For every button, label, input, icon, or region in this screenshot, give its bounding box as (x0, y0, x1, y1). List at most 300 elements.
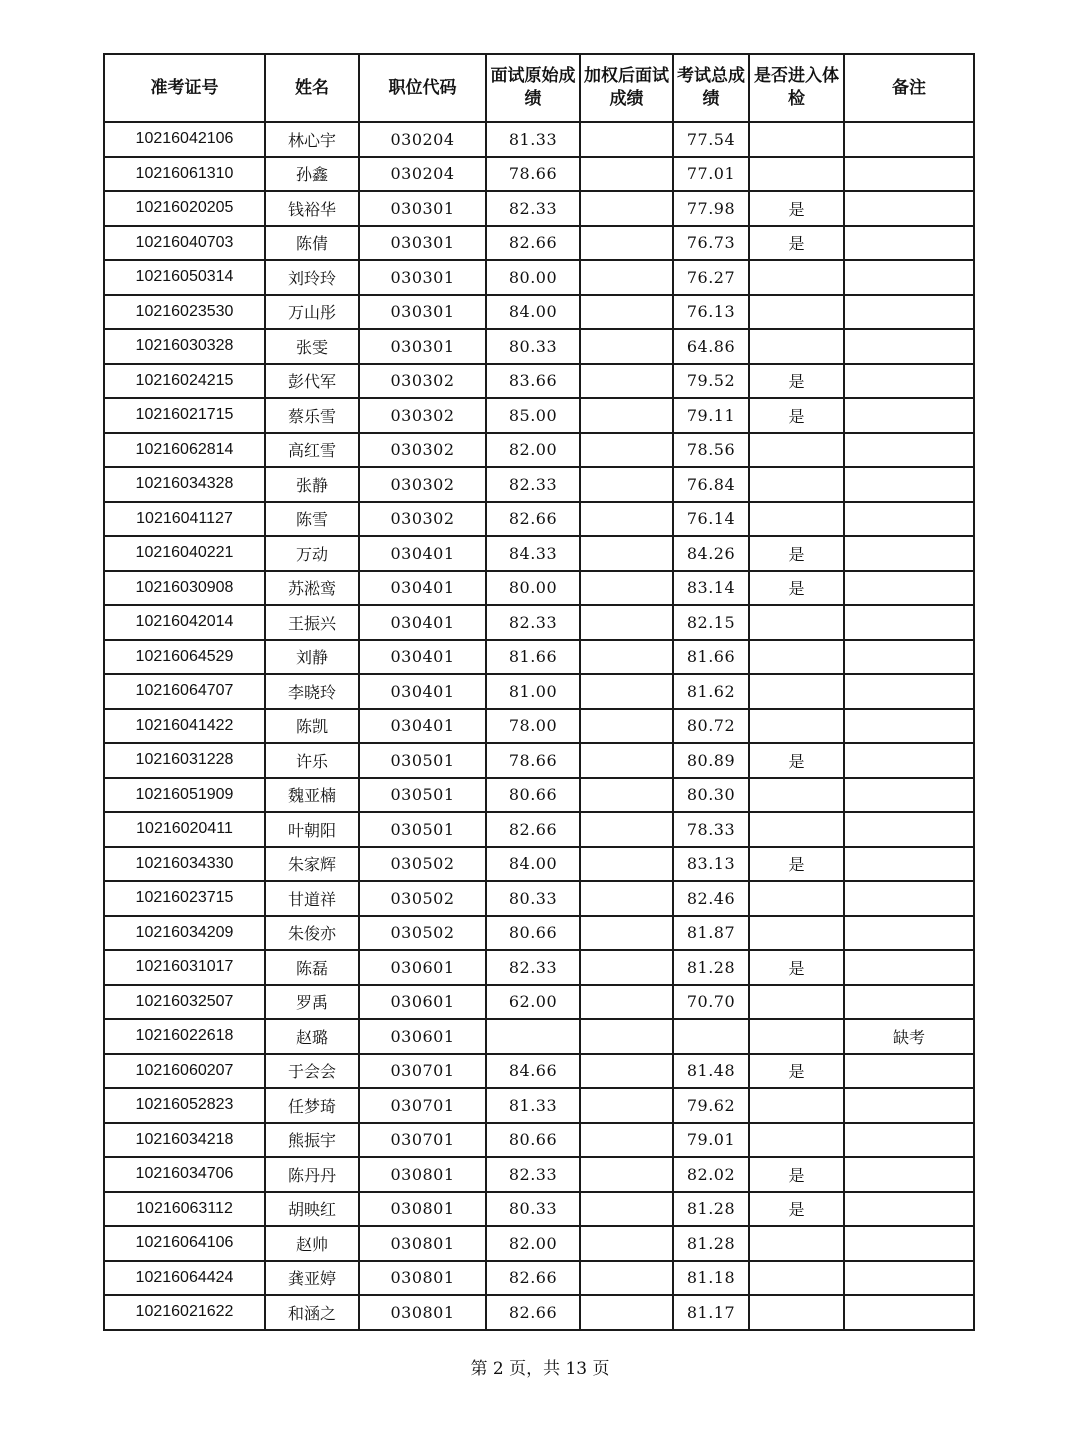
cell-physical-exam (749, 122, 844, 157)
cell-interview-raw: 80.33 (486, 881, 580, 916)
cell-remarks (844, 881, 974, 916)
cell-position-code: 030601 (359, 950, 486, 985)
cell-interview-raw: 84.00 (486, 295, 580, 330)
cell-physical-exam (749, 640, 844, 675)
cell-physical-exam (749, 260, 844, 295)
cell-physical-exam (749, 881, 844, 916)
cell-remarks (844, 191, 974, 226)
cell-exam-id: 10216050314 (104, 260, 265, 295)
cell-total-score: 79.62 (673, 1088, 749, 1123)
cell-remarks (844, 226, 974, 261)
cell-total-score: 81.28 (673, 1226, 749, 1261)
cell-interview-raw: 84.66 (486, 1054, 580, 1089)
cell-interview-raw: 81.33 (486, 1088, 580, 1123)
cell-interview-weighted (580, 329, 673, 364)
cell-interview-raw: 84.00 (486, 847, 580, 882)
cell-interview-raw: 82.66 (486, 1261, 580, 1296)
cell-remarks (844, 743, 974, 778)
cell-interview-raw: 83.66 (486, 364, 580, 399)
header-physical-exam: 是否进入体检 (749, 54, 844, 122)
cell-name: 甘道祥 (265, 881, 359, 916)
cell-position-code: 030801 (359, 1295, 486, 1330)
cell-interview-raw: 85.00 (486, 398, 580, 433)
score-table (103, 53, 975, 1331)
cell-name: 陈磊 (265, 950, 359, 985)
cell-total-score: 81.66 (673, 640, 749, 675)
cell-interview-raw: 80.66 (486, 1123, 580, 1158)
cell-exam-id: 10216022618 (104, 1019, 265, 1054)
cell-name: 万动 (265, 536, 359, 571)
cell-physical-exam: 是 (749, 1054, 844, 1089)
cell-name: 陈雪 (265, 502, 359, 537)
cell-position-code: 030204 (359, 122, 486, 157)
table-row (104, 985, 974, 1020)
header-interview-weighted: 加权后面试成绩 (580, 54, 673, 122)
cell-exam-id: 10216042106 (104, 122, 265, 157)
cell-name: 张静 (265, 467, 359, 502)
cell-physical-exam (749, 433, 844, 468)
cell-interview-raw: 82.00 (486, 433, 580, 468)
cell-interview-raw: 80.33 (486, 1192, 580, 1227)
cell-name: 林心宇 (265, 122, 359, 157)
cell-exam-id: 10216031228 (104, 743, 265, 778)
cell-remarks (844, 1123, 974, 1158)
cell-position-code: 030401 (359, 605, 486, 640)
table-row (104, 1226, 974, 1261)
cell-physical-exam (749, 916, 844, 951)
cell-interview-raw: 80.66 (486, 916, 580, 951)
cell-interview-raw: 82.00 (486, 1226, 580, 1261)
cell-interview-raw (486, 1019, 580, 1054)
header-name: 姓名 (265, 54, 359, 122)
cell-position-code: 030601 (359, 985, 486, 1020)
table-row (104, 467, 974, 502)
cell-remarks (844, 1192, 974, 1227)
cell-physical-exam (749, 1019, 844, 1054)
cell-total-score: 76.84 (673, 467, 749, 502)
cell-remarks (844, 295, 974, 330)
cell-interview-weighted (580, 536, 673, 571)
cell-total-score: 79.01 (673, 1123, 749, 1158)
cell-interview-weighted (580, 881, 673, 916)
cell-remarks (844, 536, 974, 571)
page-footer: 第 2 页，共 13 页 (470, 1359, 610, 1379)
cell-remarks: 缺考 (844, 1019, 974, 1054)
cell-total-score: 79.11 (673, 398, 749, 433)
cell-name: 朱家辉 (265, 847, 359, 882)
cell-physical-exam (749, 295, 844, 330)
cell-interview-weighted (580, 1261, 673, 1296)
cell-interview-raw: 80.00 (486, 571, 580, 606)
cell-interview-raw: 78.66 (486, 157, 580, 192)
cell-total-score: 76.13 (673, 295, 749, 330)
cell-total-score: 76.27 (673, 260, 749, 295)
cell-interview-weighted (580, 122, 673, 157)
cell-exam-id: 10216040221 (104, 536, 265, 571)
cell-remarks (844, 640, 974, 675)
cell-interview-raw: 80.00 (486, 260, 580, 295)
cell-position-code: 030301 (359, 329, 486, 364)
cell-interview-weighted (580, 157, 673, 192)
header-remarks: 备注 (844, 54, 974, 122)
cell-total-score: 81.28 (673, 950, 749, 985)
cell-remarks (844, 674, 974, 709)
cell-physical-exam (749, 812, 844, 847)
cell-interview-weighted (580, 674, 673, 709)
table-row (104, 640, 974, 675)
cell-position-code: 030302 (359, 433, 486, 468)
cell-remarks (844, 916, 974, 951)
cell-position-code: 030401 (359, 674, 486, 709)
cell-interview-weighted (580, 950, 673, 985)
cell-remarks (844, 709, 974, 744)
cell-interview-raw: 78.66 (486, 743, 580, 778)
cell-interview-weighted (580, 1192, 673, 1227)
cell-exam-id: 10216034209 (104, 916, 265, 951)
cell-remarks (844, 433, 974, 468)
cell-position-code: 030801 (359, 1261, 486, 1296)
cell-interview-weighted (580, 1157, 673, 1192)
cell-name: 孙鑫 (265, 157, 359, 192)
cell-physical-exam (749, 1088, 844, 1123)
cell-total-score: 80.30 (673, 778, 749, 813)
cell-remarks (844, 605, 974, 640)
cell-total-score: 77.01 (673, 157, 749, 192)
cell-exam-id: 10216041422 (104, 709, 265, 744)
cell-position-code: 030204 (359, 157, 486, 192)
cell-interview-weighted (580, 1295, 673, 1330)
cell-total-score: 76.73 (673, 226, 749, 261)
header-row (104, 54, 974, 122)
table-row (104, 881, 974, 916)
cell-physical-exam (749, 605, 844, 640)
cell-interview-weighted (580, 985, 673, 1020)
cell-interview-raw: 84.33 (486, 536, 580, 571)
cell-interview-weighted (580, 709, 673, 744)
cell-total-score: 81.17 (673, 1295, 749, 1330)
cell-total-score: 81.87 (673, 916, 749, 951)
cell-position-code: 030801 (359, 1157, 486, 1192)
cell-interview-raw: 82.33 (486, 1157, 580, 1192)
cell-name: 胡映红 (265, 1192, 359, 1227)
table-row (104, 191, 974, 226)
cell-physical-exam: 是 (749, 536, 844, 571)
cell-physical-exam: 是 (749, 1157, 844, 1192)
cell-position-code: 030501 (359, 743, 486, 778)
table-row (104, 260, 974, 295)
cell-exam-id: 10216062814 (104, 433, 265, 468)
table-row (104, 433, 974, 468)
cell-physical-exam: 是 (749, 743, 844, 778)
cell-interview-raw: 82.33 (486, 191, 580, 226)
table-row (104, 157, 974, 192)
cell-position-code: 030301 (359, 226, 486, 261)
cell-remarks (844, 1088, 974, 1123)
cell-interview-raw: 82.66 (486, 1295, 580, 1330)
cell-remarks (844, 778, 974, 813)
cell-exam-id: 10216061310 (104, 157, 265, 192)
table-row (104, 364, 974, 399)
cell-total-score: 83.14 (673, 571, 749, 606)
cell-total-score: 80.89 (673, 743, 749, 778)
cell-name: 叶朝阳 (265, 812, 359, 847)
cell-interview-weighted (580, 364, 673, 399)
cell-position-code: 030401 (359, 536, 486, 571)
cell-interview-weighted (580, 640, 673, 675)
cell-remarks (844, 985, 974, 1020)
cell-total-score: 78.33 (673, 812, 749, 847)
cell-physical-exam (749, 157, 844, 192)
cell-total-score: 77.54 (673, 122, 749, 157)
cell-physical-exam: 是 (749, 364, 844, 399)
cell-exam-id: 10216064707 (104, 674, 265, 709)
cell-interview-weighted (580, 1019, 673, 1054)
table-row (104, 1054, 974, 1089)
cell-position-code: 030502 (359, 881, 486, 916)
header-position-code: 职位代码 (359, 54, 486, 122)
cell-remarks (844, 571, 974, 606)
cell-physical-exam (749, 329, 844, 364)
cell-exam-id: 10216064529 (104, 640, 265, 675)
cell-exam-id: 10216021715 (104, 398, 265, 433)
cell-position-code: 030302 (359, 502, 486, 537)
table-row (104, 916, 974, 951)
cell-physical-exam (749, 467, 844, 502)
cell-total-score: 82.02 (673, 1157, 749, 1192)
cell-interview-raw: 81.00 (486, 674, 580, 709)
cell-position-code: 030501 (359, 812, 486, 847)
cell-interview-weighted (580, 847, 673, 882)
cell-total-score: 81.18 (673, 1261, 749, 1296)
table-row (104, 226, 974, 261)
cell-total-score: 70.70 (673, 985, 749, 1020)
cell-total-score: 64.86 (673, 329, 749, 364)
table-row (104, 1295, 974, 1330)
cell-position-code: 030701 (359, 1054, 486, 1089)
cell-position-code: 030501 (359, 778, 486, 813)
cell-total-score: 80.72 (673, 709, 749, 744)
cell-position-code: 030302 (359, 398, 486, 433)
table-row (104, 674, 974, 709)
cell-name: 高红雪 (265, 433, 359, 468)
cell-total-score: 78.56 (673, 433, 749, 468)
cell-remarks (844, 329, 974, 364)
cell-exam-id: 10216064106 (104, 1226, 265, 1261)
cell-remarks (844, 812, 974, 847)
cell-interview-weighted (580, 433, 673, 468)
cell-physical-exam: 是 (749, 1192, 844, 1227)
cell-exam-id: 10216024215 (104, 364, 265, 399)
cell-position-code: 030601 (359, 1019, 486, 1054)
cell-name: 任梦琦 (265, 1088, 359, 1123)
cell-remarks (844, 364, 974, 399)
cell-remarks (844, 260, 974, 295)
cell-physical-exam (749, 709, 844, 744)
cell-physical-exam (749, 985, 844, 1020)
cell-name: 熊振宇 (265, 1123, 359, 1158)
cell-remarks (844, 502, 974, 537)
cell-physical-exam (749, 1123, 844, 1158)
cell-interview-raw: 82.66 (486, 502, 580, 537)
cell-interview-weighted (580, 226, 673, 261)
cell-position-code: 030502 (359, 916, 486, 951)
cell-remarks (844, 1157, 974, 1192)
cell-exam-id: 10216020411 (104, 812, 265, 847)
cell-position-code: 030301 (359, 295, 486, 330)
cell-exam-id: 10216021622 (104, 1295, 265, 1330)
cell-physical-exam (749, 1226, 844, 1261)
cell-remarks (844, 398, 974, 433)
cell-name: 刘玲玲 (265, 260, 359, 295)
cell-position-code: 030301 (359, 191, 486, 226)
cell-physical-exam: 是 (749, 571, 844, 606)
cell-interview-weighted (580, 743, 673, 778)
cell-interview-raw: 82.66 (486, 226, 580, 261)
cell-interview-weighted (580, 502, 673, 537)
table-row (104, 571, 974, 606)
cell-physical-exam: 是 (749, 226, 844, 261)
cell-interview-raw: 80.66 (486, 778, 580, 813)
cell-position-code: 030301 (359, 260, 486, 295)
table-row (104, 1157, 974, 1192)
cell-exam-id: 10216063112 (104, 1192, 265, 1227)
cell-name: 赵璐 (265, 1019, 359, 1054)
cell-exam-id: 10216064424 (104, 1261, 265, 1296)
cell-position-code: 030401 (359, 571, 486, 606)
table-row (104, 1261, 974, 1296)
cell-total-score: 81.28 (673, 1192, 749, 1227)
cell-interview-weighted (580, 778, 673, 813)
table-row (104, 1192, 974, 1227)
cell-position-code: 030801 (359, 1226, 486, 1261)
cell-total-score: 77.98 (673, 191, 749, 226)
cell-name: 朱俊亦 (265, 916, 359, 951)
cell-total-score: 81.48 (673, 1054, 749, 1089)
cell-name: 赵帅 (265, 1226, 359, 1261)
table-row (104, 122, 974, 157)
cell-exam-id: 10216052823 (104, 1088, 265, 1123)
cell-exam-id: 10216023715 (104, 881, 265, 916)
cell-total-score: 76.14 (673, 502, 749, 537)
cell-exam-id: 10216051909 (104, 778, 265, 813)
cell-name: 王振兴 (265, 605, 359, 640)
table-row (104, 743, 974, 778)
cell-name: 刘静 (265, 640, 359, 675)
cell-interview-raw: 81.66 (486, 640, 580, 675)
cell-remarks (844, 1226, 974, 1261)
cell-remarks (844, 950, 974, 985)
cell-interview-weighted (580, 295, 673, 330)
table-row (104, 847, 974, 882)
cell-position-code: 030401 (359, 709, 486, 744)
cell-name: 于会会 (265, 1054, 359, 1089)
cell-remarks (844, 1261, 974, 1296)
table-row (104, 778, 974, 813)
header-total-score: 考试总成绩 (673, 54, 749, 122)
table-row (104, 502, 974, 537)
cell-physical-exam: 是 (749, 191, 844, 226)
cell-exam-id: 10216030328 (104, 329, 265, 364)
cell-name: 陈倩 (265, 226, 359, 261)
table-row (104, 329, 974, 364)
table-row (104, 1123, 974, 1158)
cell-exam-id: 10216034218 (104, 1123, 265, 1158)
cell-name: 苏淞鸾 (265, 571, 359, 606)
table-row (104, 295, 974, 330)
cell-total-score: 82.15 (673, 605, 749, 640)
cell-exam-id: 10216040703 (104, 226, 265, 261)
cell-interview-weighted (580, 1088, 673, 1123)
table-row (104, 709, 974, 744)
cell-total-score: 82.46 (673, 881, 749, 916)
cell-remarks (844, 1054, 974, 1089)
cell-remarks (844, 847, 974, 882)
cell-interview-weighted (580, 467, 673, 502)
cell-name: 龚亚婷 (265, 1261, 359, 1296)
cell-name: 万山彤 (265, 295, 359, 330)
cell-remarks (844, 157, 974, 192)
cell-interview-weighted (580, 398, 673, 433)
cell-exam-id: 10216031017 (104, 950, 265, 985)
table-row (104, 398, 974, 433)
cell-position-code: 030302 (359, 467, 486, 502)
table-row (104, 536, 974, 571)
cell-exam-id: 10216034328 (104, 467, 265, 502)
cell-name: 李晓玲 (265, 674, 359, 709)
cell-name: 魏亚楠 (265, 778, 359, 813)
cell-interview-weighted (580, 1123, 673, 1158)
cell-interview-raw: 81.33 (486, 122, 580, 157)
cell-name: 钱裕华 (265, 191, 359, 226)
cell-interview-raw: 82.33 (486, 605, 580, 640)
cell-position-code: 030801 (359, 1192, 486, 1227)
cell-exam-id: 10216030908 (104, 571, 265, 606)
cell-interview-raw: 62.00 (486, 985, 580, 1020)
cell-physical-exam: 是 (749, 950, 844, 985)
cell-interview-raw: 78.00 (486, 709, 580, 744)
cell-remarks (844, 122, 974, 157)
cell-interview-raw: 80.33 (486, 329, 580, 364)
header-interview-raw: 面试原始成绩 (486, 54, 580, 122)
header-exam-id: 准考证号 (104, 54, 265, 122)
cell-position-code: 030701 (359, 1088, 486, 1123)
cell-name: 罗禹 (265, 985, 359, 1020)
cell-interview-raw: 82.33 (486, 467, 580, 502)
table-row (104, 605, 974, 640)
table-row (104, 1019, 974, 1054)
cell-physical-exam (749, 1261, 844, 1296)
cell-total-score (673, 1019, 749, 1054)
table-row (104, 950, 974, 985)
cell-remarks (844, 467, 974, 502)
cell-position-code: 030701 (359, 1123, 486, 1158)
cell-remarks (844, 1295, 974, 1330)
cell-interview-weighted (580, 605, 673, 640)
cell-physical-exam: 是 (749, 398, 844, 433)
cell-physical-exam (749, 674, 844, 709)
cell-interview-weighted (580, 571, 673, 606)
cell-name: 陈凯 (265, 709, 359, 744)
cell-interview-weighted (580, 812, 673, 847)
cell-physical-exam (749, 778, 844, 813)
cell-exam-id: 10216032507 (104, 985, 265, 1020)
cell-interview-weighted (580, 191, 673, 226)
cell-name: 和涵之 (265, 1295, 359, 1330)
cell-position-code: 030302 (359, 364, 486, 399)
cell-name: 陈丹丹 (265, 1157, 359, 1192)
cell-name: 蔡乐雪 (265, 398, 359, 433)
cell-interview-weighted (580, 1226, 673, 1261)
